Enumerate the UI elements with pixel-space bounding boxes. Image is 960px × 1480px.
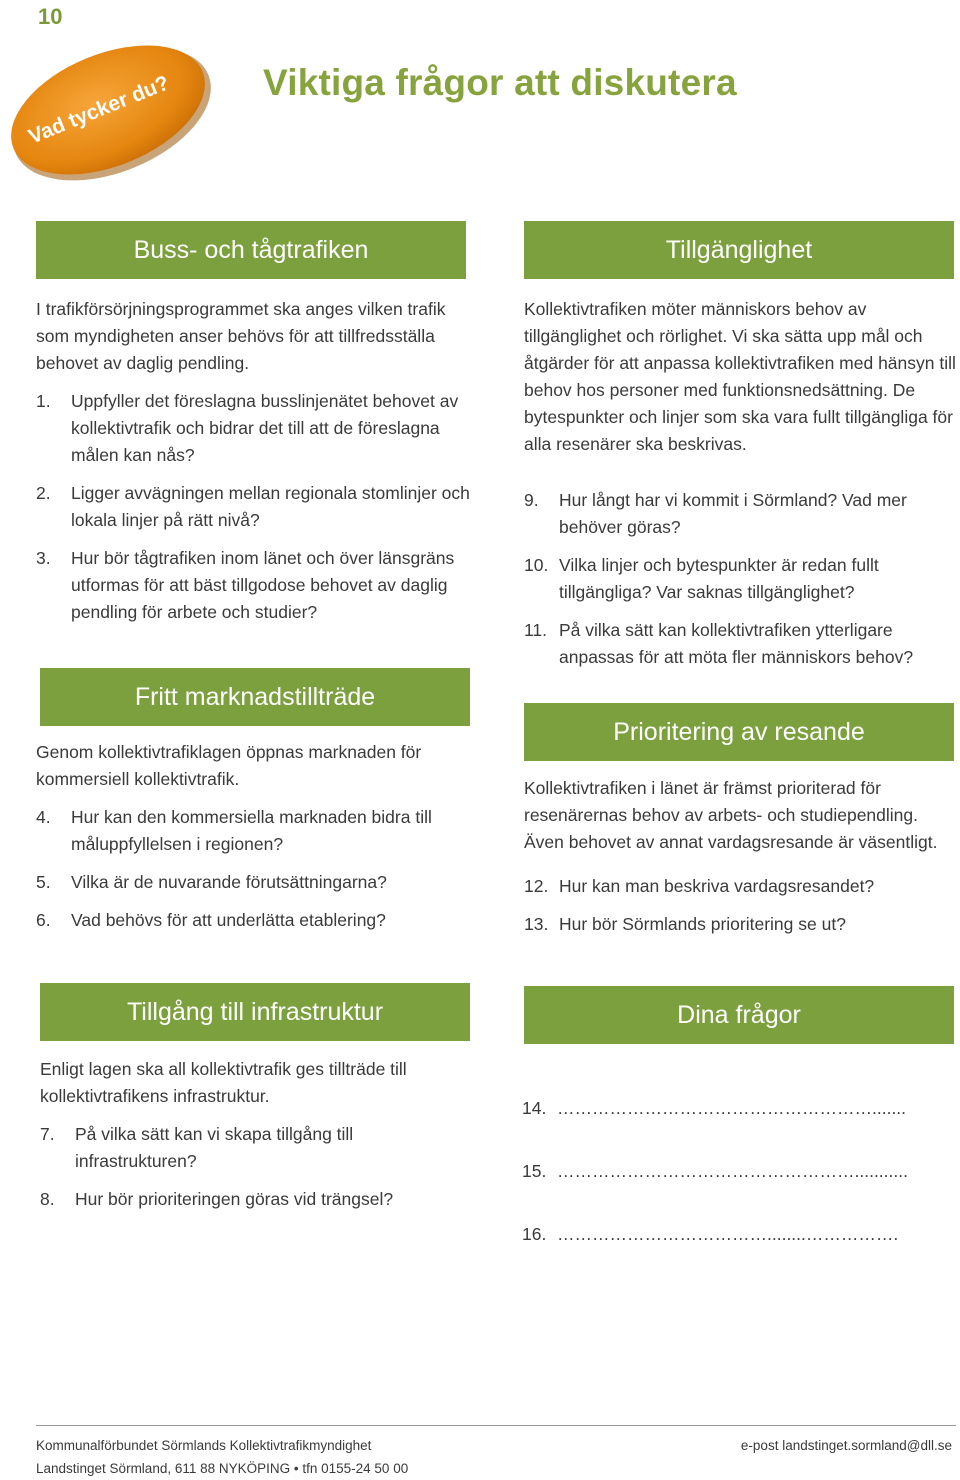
fill-in-line[interactable]: 16. ………………………………........……………. — [522, 1224, 899, 1244]
section-prioritering — [524, 703, 956, 949]
question-item: 10. Vilka linjer och bytespunkter är redan fullt tillgängliga? Var saknas tillgänglighet? — [524, 555, 879, 602]
footer-divider — [36, 1425, 956, 1426]
question-item: 8. Hur bör prioriteringen göras vid trängsel? — [40, 1189, 394, 1209]
section-header-marknad: Fritt marknadstillträde — [40, 668, 470, 726]
section-tillganglighet — [524, 221, 956, 682]
section-header-infra: Tillgång till infrastruktur — [40, 983, 470, 1041]
question-item: 3. Hur bör tågtrafiken inom länet och över länsgräns utformas för att bäst tillgodose behovet av daglig pendling för arbete och studier? — [36, 548, 455, 622]
fill-in-list — [522, 1095, 952, 1248]
question-list-buss — [36, 388, 476, 626]
question-list-tillganglighet — [524, 487, 956, 671]
question-item: 9. Hur långt har vi kommit i Sörmland? Vad mer behöver göras? — [524, 490, 907, 537]
footer-org: Kommunalförbundet Sörmlands Kollektivtrafikmyndighet — [36, 1438, 372, 1453]
section-marknad — [36, 668, 470, 945]
question-item: 5. Vilka är de nuvarande förutsättningarna? — [36, 872, 387, 892]
section-intro-buss: I trafikförsörjningsprogrammet ska anges vilken trafik som myndigheten anser behövs för att tillfredsställa behovet av daglig pendling. — [36, 299, 446, 373]
section-header-tillganglighet: Tillgänglighet — [524, 221, 954, 279]
question-list-prioritering — [524, 873, 956, 938]
section-header-dina: Dina frågor — [524, 986, 954, 1044]
page-title: Viktiga frågor att diskutera — [263, 62, 737, 103]
question-item: 7. På vilka sätt kan vi skapa tillgång till infrastrukturen? — [40, 1124, 354, 1171]
section-infra — [40, 983, 472, 1224]
section-intro-infra: Enligt lagen ska all kollektivtrafik ges tillträde till kollektivtrafikens infrastruktur. — [40, 1059, 407, 1106]
fill-in-line[interactable]: 15. ……………………………………………........... — [522, 1161, 908, 1181]
question-item: 4. Hur kan den kommersiella marknaden bidra till måluppfyllelsen i regionen? — [36, 807, 432, 854]
question-item: 1. Uppfyller det föreslagna busslinjenätet behovet av kollektivtrafik och bidrar det till att de föreslagna målen kan nås? — [36, 391, 459, 465]
question-item: 2. Ligger avvägningen mellan regionala stomlinjer och lokala linjer på rätt nivå? — [36, 483, 470, 530]
vad-tycker-du-badge — [4, 40, 216, 182]
question-list-marknad — [36, 804, 470, 934]
section-intro-tillganglighet: Kollektivtrafiken möter människors behov av tillgänglighet och rörlighet. Vi ska sätta upp mål och åtgärder för att anpassa kollektivtrafiken med hänsyn till behov hos personer med funktionsnedsättning. De bytespunkter och linjer som ska vara fullt tillgängliga för alla resenärer ska beskrivas. — [524, 299, 956, 454]
page-number: 10 — [38, 4, 63, 29]
question-list-infra — [40, 1121, 472, 1213]
fill-in-line[interactable]: 14. ………………………………………………....... — [522, 1098, 907, 1118]
section-header-buss: Buss- och tågtrafiken — [36, 221, 466, 279]
question-item: 12. Hur kan man beskriva vardagsresandet? — [524, 876, 875, 896]
section-intro-marknad: Genom kollektivtrafiklagen öppnas marknaden för kommersiell kollektivtrafik. — [36, 742, 422, 789]
section-intro-prioritering: Kollektivtrafiken i länet är främst prioriterad för resenärernas behov av arbets- och studiependling. Även behovet av annat vardagsresande är väsentligt. — [524, 778, 938, 852]
question-item: 11. På vilka sätt kan kollektivtrafiken ytterligare anpassas för att möta fler människors behov? — [524, 620, 914, 667]
section-buss — [36, 221, 476, 637]
badge-text: Vad tycker du? — [25, 71, 173, 149]
footer-address: Landstinget Sörmland, 611 88 NYKÖPING • tfn 0155-24 50 00 — [36, 1461, 409, 1476]
footer-email[interactable]: e-post landstinget.sormland@dll.se — [740, 1438, 952, 1453]
question-item: 6. Vad behövs för att underlätta etablering? — [36, 910, 386, 930]
section-header-prioritering: Prioritering av resande — [524, 703, 954, 761]
question-item: 13. Hur bör Sörmlands prioritering se ut? — [524, 914, 846, 934]
section-dina — [524, 986, 956, 1284]
